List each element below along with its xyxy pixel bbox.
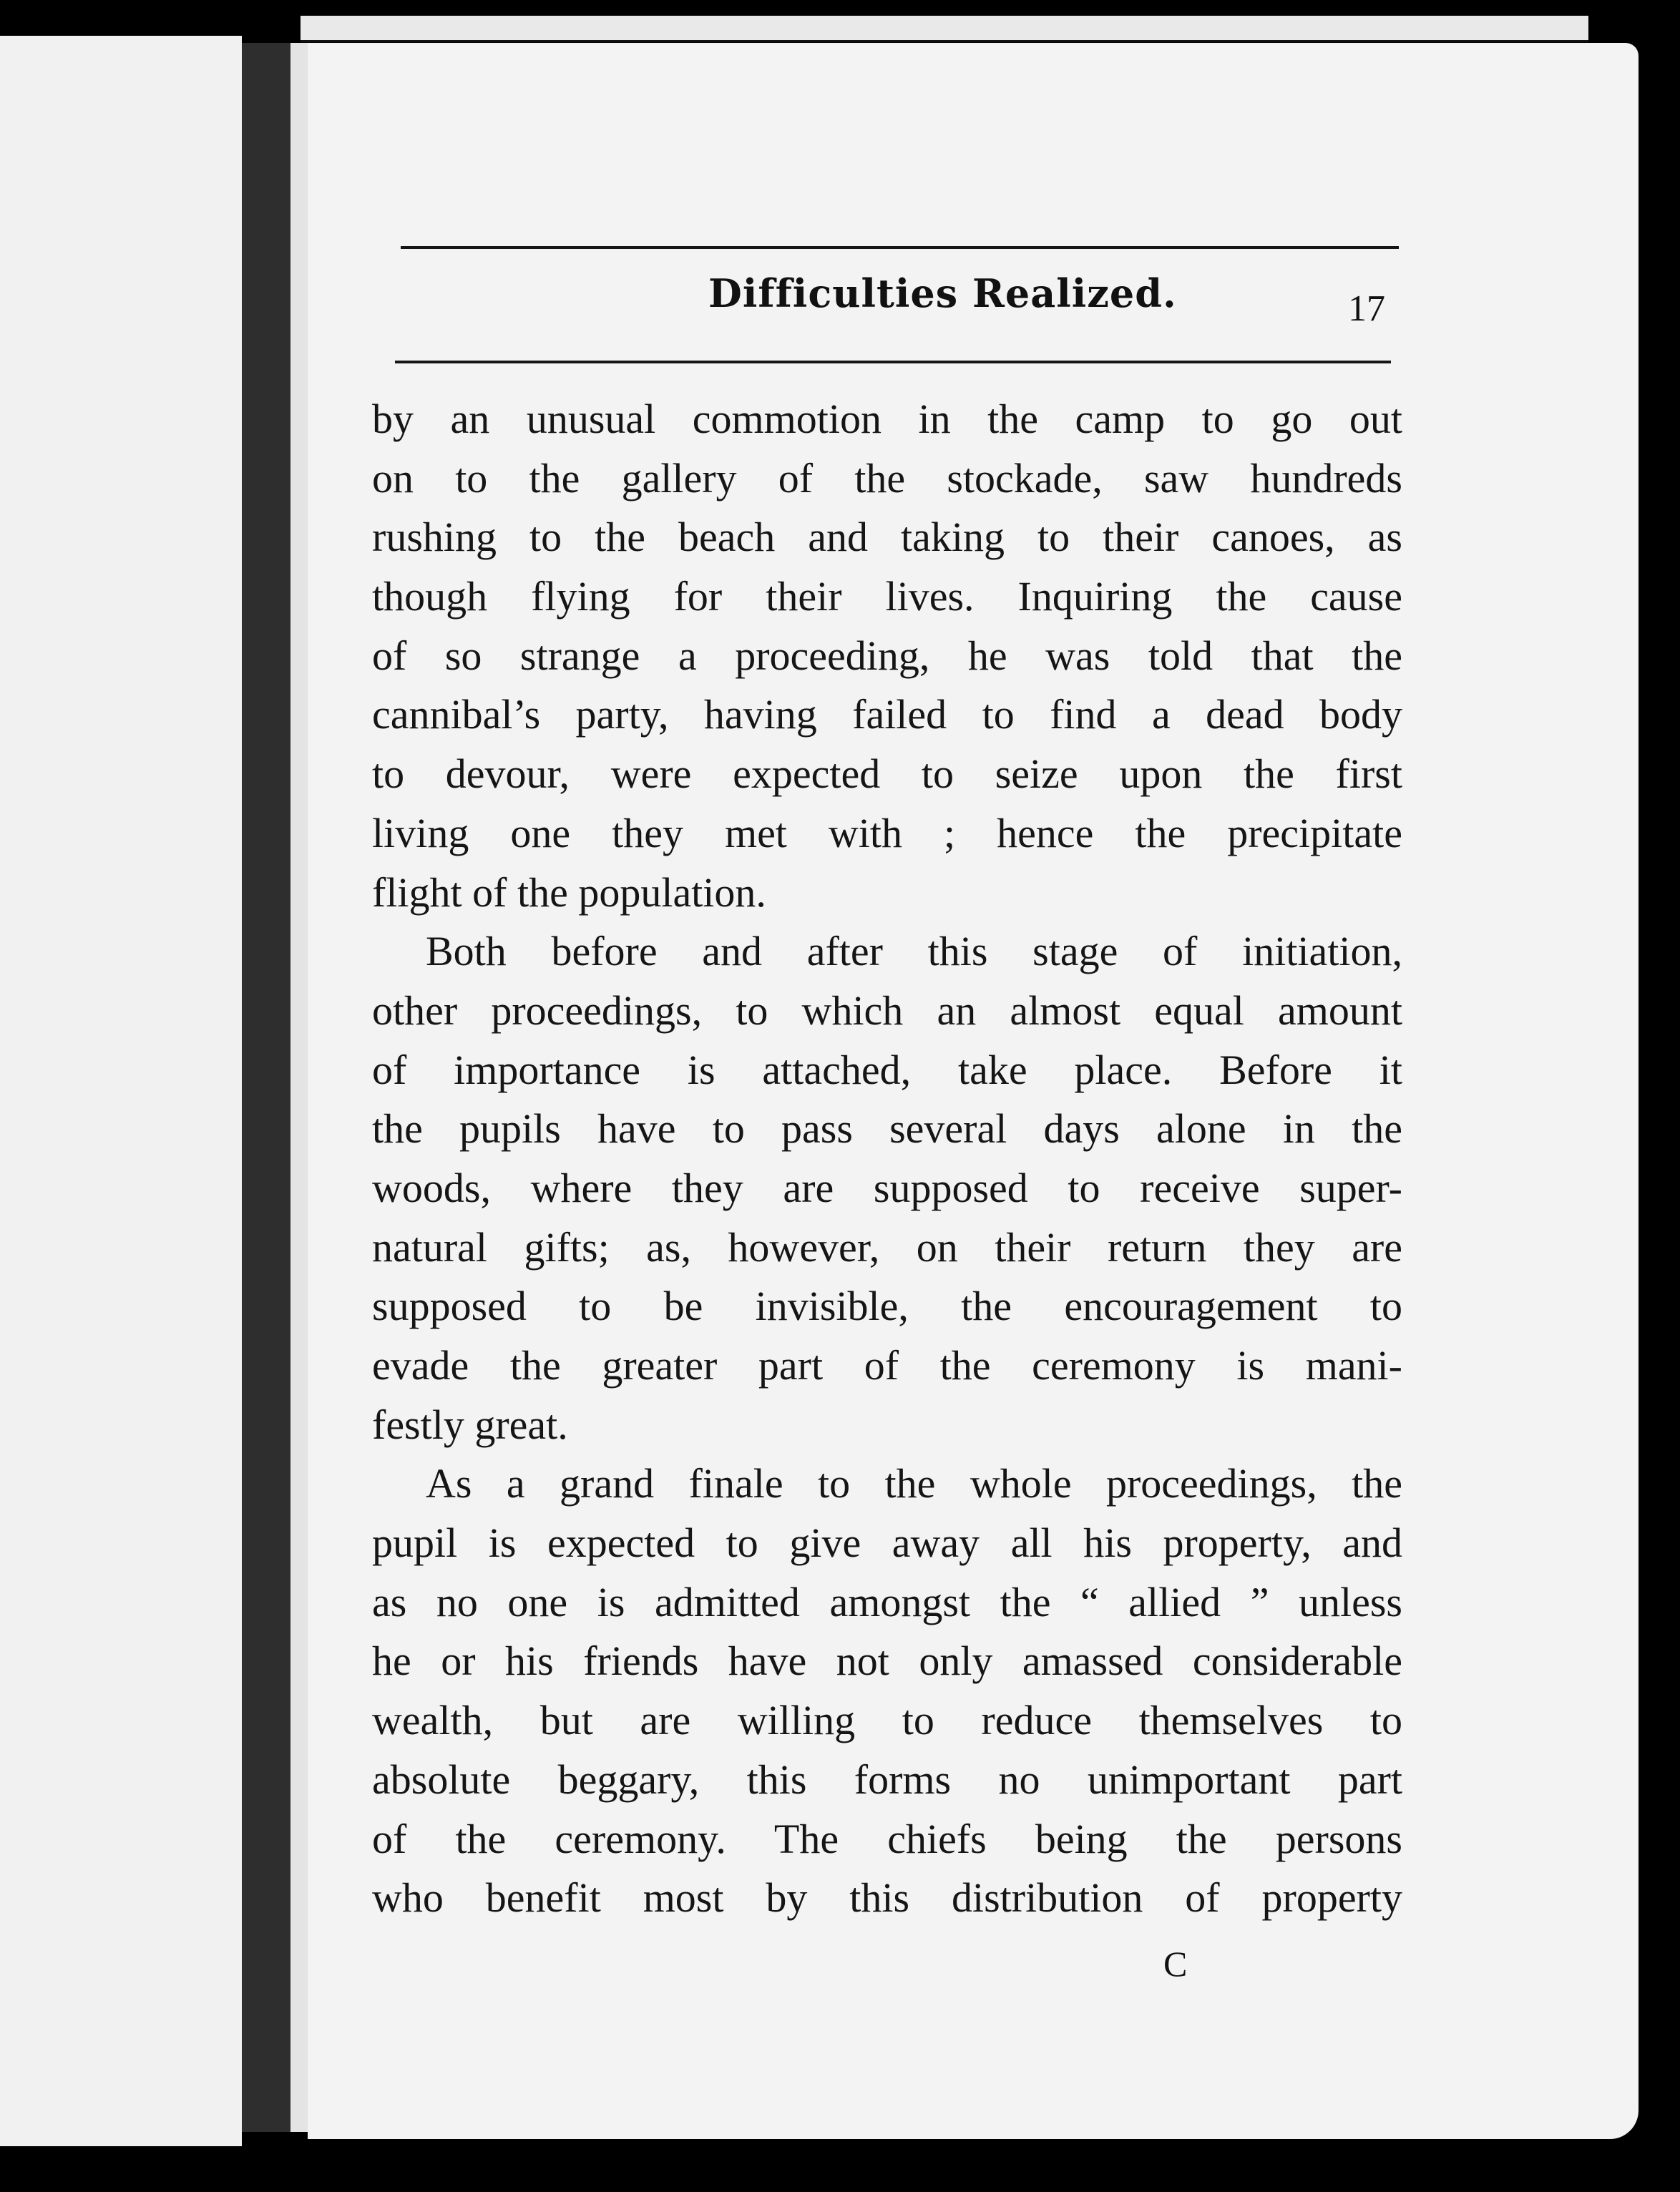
text-line: who benefit most by this distribution of property (372, 1874, 1402, 1922)
header-rule-bottom (395, 361, 1391, 363)
text-line: of the ceremony. The chiefs being the persons (372, 1815, 1402, 1862)
text-line: Both before and after this stage of initiation, (426, 928, 1402, 975)
text-line: supposed to be invisible, the encouragement to (372, 1283, 1402, 1330)
text-line: As a grand finale to the whole proceedings, the (426, 1460, 1402, 1507)
text-line: pupil is expected to give away all his property, and (372, 1520, 1402, 1567)
header-rule-top (401, 246, 1399, 249)
text-line: flight of the population. (372, 869, 766, 916)
text-line: rushing to the beach and taking to their canoes, as (372, 514, 1402, 561)
next-leaf-edge (301, 16, 1588, 42)
text-line: as no one is admitted amongst the “ allied ” unless (372, 1578, 1402, 1625)
text-line: cannibal’s party, having failed to find a dead body (372, 691, 1402, 738)
body-text (372, 390, 1402, 1928)
text-line: living one they met with ; hence the precipitate (372, 809, 1402, 856)
signature-mark: C (1163, 1944, 1188, 1984)
text-line: of importance is attached, take place. Before it (372, 1046, 1402, 1093)
binding-gutter (242, 43, 290, 2132)
text-line: absolute beggary, this forms no unimportant part (372, 1756, 1402, 1803)
text-line: by an unusual commotion in the camp to go out (372, 396, 1402, 442)
text-line: evade the greater part of the ceremony is mani- (372, 1342, 1402, 1389)
page-number: 17 (1348, 288, 1385, 329)
text-line: on to the gallery of the stockade, saw hundreds (372, 454, 1402, 501)
text-line: other proceedings, to which an almost equal amount (372, 987, 1402, 1034)
text-line: though flying for their lives. Inquiring the cause (372, 573, 1402, 620)
running-head: Difficulties Realized. (708, 270, 1177, 316)
text-line: the pupils have to pass several days alone in the (372, 1105, 1402, 1153)
text-line: of so strange a proceeding, he was told that the (372, 632, 1402, 679)
text-line: wealth, but are willing to reduce themselves to (372, 1697, 1402, 1744)
text-line: to devour, were expected to seize upon the first (372, 750, 1402, 798)
text-line: he or his friends have not only amassed considerable (372, 1638, 1402, 1685)
text-line: woods, where they are supposed to receive super- (372, 1164, 1402, 1211)
text-line: festly great. (372, 1401, 568, 1448)
text-line: natural gifts; as, however, on their return they are (372, 1223, 1402, 1271)
facing-page (0, 36, 242, 2146)
